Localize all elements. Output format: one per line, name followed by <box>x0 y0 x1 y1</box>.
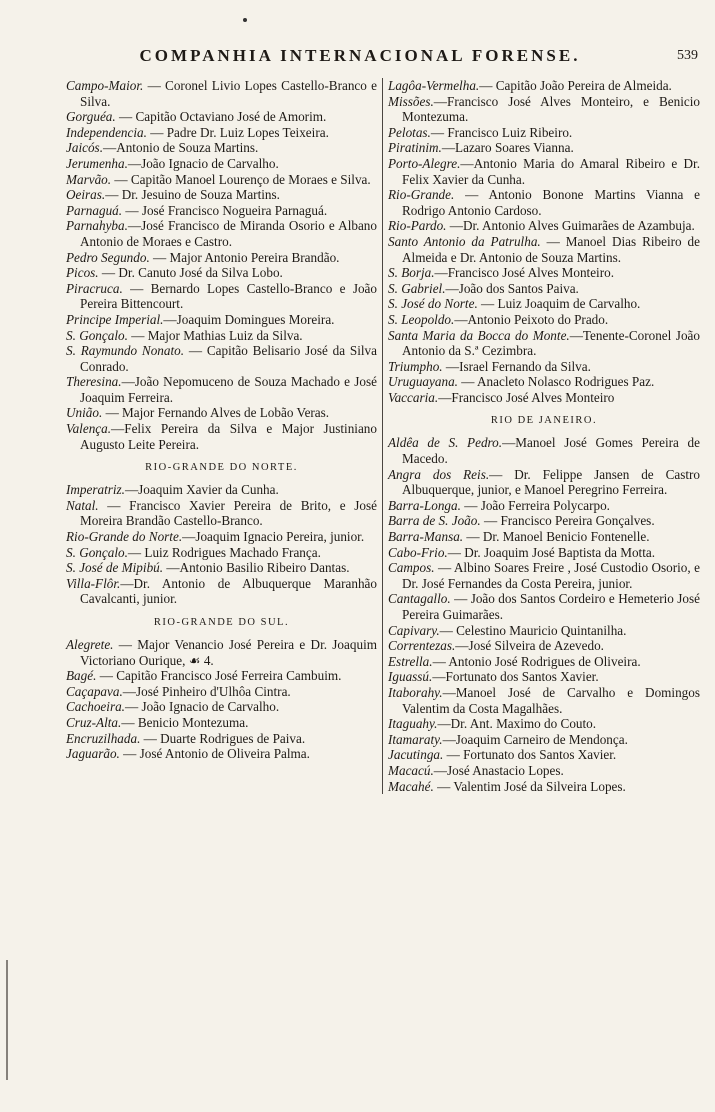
directory-entry <box>66 746 377 762</box>
place-name: Imperatriz. <box>66 482 125 498</box>
correspondent-names: —Dr. Antonio de Albuquerque Maranhão Cavalcanti, junior. <box>80 575 377 607</box>
place-name: Jaguarão. <box>66 746 120 762</box>
directory-columns <box>64 78 704 794</box>
place-name: Triumpho. <box>388 358 443 374</box>
place-name: Estrella. <box>388 653 433 669</box>
place-name: Pedro Segundo. <box>66 249 150 265</box>
directory-entry <box>388 669 700 685</box>
correspondent-names: — Capitão Francisco José Ferreira Cambuim. <box>96 668 342 684</box>
correspondent-names: —Joaquim Xavier da Cunha. <box>124 482 279 498</box>
place-name: Parnahyba. <box>66 218 128 234</box>
directory-entry <box>388 296 700 312</box>
correspondent-names: — Manoel Dias Ribeiro de Almeida e Dr. Antonio de Souza Martins. <box>402 233 700 265</box>
correspondent-names: —Felix Pereira da Silva e Major Justiniano Augusto Leite Pereira. <box>80 421 377 452</box>
correspondent-names: — Francisco Pereira Gonçalves. <box>480 513 655 529</box>
directory-entry <box>66 218 377 249</box>
directory-entry <box>66 312 377 328</box>
directory-entry <box>66 560 377 576</box>
place-name: Jacutinga. <box>388 747 444 763</box>
directory-entry <box>388 359 700 375</box>
place-name: Gorguéa. <box>66 109 116 125</box>
correspondent-names: —Antonio Basilio Ribeiro Dantas. <box>163 560 350 576</box>
place-name: Jaicós. <box>66 140 103 156</box>
directory-entry <box>388 529 700 545</box>
correspondent-names: — Capitão Belisario José da Silva Conrado. <box>80 343 377 374</box>
directory-entry <box>388 312 700 328</box>
place-name: Barra-Longa. <box>388 497 461 513</box>
correspondent-names: —José Silveira de Azevedo. <box>455 638 604 654</box>
correspondent-names: — Capitão João Pereira de Almeida. <box>479 78 672 93</box>
place-name: Correntezas. <box>388 638 456 654</box>
correspondent-names: —Francisco José Alves Monteiro. <box>434 265 615 281</box>
correspondent-names: —João Ignacio de Carvalho. <box>127 155 279 171</box>
directory-entry <box>388 560 700 591</box>
directory-entry <box>66 250 377 266</box>
directory-entry <box>388 545 700 561</box>
directory-entry <box>66 545 377 561</box>
correspondent-names: —João Nepomuceno de Souza Machado e José Joaquim Ferreira. <box>80 374 377 405</box>
correspondent-names: — Padre Dr. Luiz Lopes Teixeira. <box>146 124 329 140</box>
directory-entry <box>388 685 700 716</box>
correspondent-names: —Manoel José Gomes Pereira de Macedo. <box>402 435 700 467</box>
directory-entry <box>388 623 700 639</box>
correspondent-names: — Antonio José Rodrigues de Oliveira. <box>432 653 641 669</box>
place-name: Rio-Grande do Norte. <box>66 529 183 545</box>
correspondent-names: —José Pinheiro d'Ulhôa Cintra. <box>122 683 291 699</box>
directory-entry <box>66 576 377 607</box>
correspondent-names: —Fortunato dos Santos Xavier. <box>432 669 599 685</box>
correspondent-names: —Dr. Antonio Alves Guimarães de Azambuja. <box>446 218 695 234</box>
place-name: Barra-Mansa. <box>388 529 464 545</box>
directory-entry <box>66 343 377 374</box>
place-name: Villa-Flôr. <box>66 575 121 591</box>
correspondent-names: — Celestino Mauricio Quintanilha. <box>439 622 627 638</box>
directory-entry <box>66 172 377 188</box>
directory-entry <box>66 498 377 529</box>
correspondent-names: —José Anastacio Lopes. <box>433 762 564 778</box>
place-name: Santo Antonio da Patrulha. <box>388 233 541 249</box>
place-name: Barra de S. João. <box>388 513 481 529</box>
correspondent-names: — Luiz Rodrigues Machado França. <box>127 544 321 560</box>
directory-entry <box>66 140 377 156</box>
place-name: Marvão. <box>66 171 112 187</box>
directory-entry <box>66 684 377 700</box>
directory-entry <box>388 779 700 795</box>
directory-entry <box>388 78 700 94</box>
correspondent-names: — Dr. Jesuino de Souza Martins. <box>105 187 280 203</box>
correspondent-names: —Antonio de Souza Martins. <box>103 140 259 156</box>
place-name: S. Gonçalo. <box>66 327 128 343</box>
correspondent-names: — Bernardo Lopes Castello-Branco e João Pereira Bittencourt. <box>80 280 377 312</box>
directory-entry <box>66 265 377 281</box>
directory-entry <box>388 94 700 125</box>
directory-entry <box>66 668 377 684</box>
correspondent-names: — Luiz Joaquim de Carvalho. <box>477 296 641 312</box>
directory-entry <box>388 716 700 732</box>
correspondent-names: — Antonio Bonone Martins Vianna e Rodrigo Antonio Cardoso. <box>402 187 700 218</box>
place-name: Cantagallo. <box>388 591 451 607</box>
place-name: S. Gabriel. <box>388 280 446 296</box>
correspondent-names: — Major Mathias Luiz da Silva. <box>127 327 303 343</box>
directory-entry <box>388 591 700 622</box>
directory-entry <box>388 747 700 763</box>
correspondent-names: — Major Fernando Alves de Lobão Veras. <box>102 405 330 421</box>
place-name: S. Raymundo Nonato. <box>66 343 185 359</box>
place-name: Piracruca. <box>66 280 123 296</box>
place-name: Principe Imperial. <box>66 311 164 327</box>
directory-entry <box>66 187 377 203</box>
place-name: Cabo-Frio. <box>388 544 448 560</box>
page-header <box>60 46 700 72</box>
place-name: Itaguahy. <box>388 716 438 732</box>
place-name: S. Leopoldo. <box>388 311 455 327</box>
place-name: S. Borja. <box>388 265 435 281</box>
place-name: Campo-Maior. <box>66 78 144 93</box>
correspondent-names: —Tenente-Coronel João Antonio da S.ª Cezimbra. <box>402 327 700 359</box>
correspondent-names: —Lazaro Soares Vianna. <box>441 140 574 156</box>
correspondent-names: — Dr. Joaquim José Baptista da Motta. <box>447 544 656 560</box>
place-name: S. Gonçalo. <box>66 544 128 560</box>
place-name: Rio-Grande. <box>388 187 455 203</box>
correspondent-names: — Anacleto Nolasco Rodrigues Paz. <box>457 374 655 390</box>
correspondent-names: — Benicio Montezuma. <box>121 714 249 730</box>
directory-entry <box>66 374 377 405</box>
correspondent-names: — Francisco Xavier Pereira de Brito, e José Moreira Brandão Castello-Branco. <box>80 497 377 529</box>
directory-entry <box>66 405 377 421</box>
place-name: Angra dos Reis. <box>388 466 490 482</box>
place-name: Picos. <box>66 265 99 281</box>
place-name: Macacú. <box>388 762 434 778</box>
directory-entry <box>388 156 700 187</box>
directory-entry <box>388 140 700 156</box>
directory-entry <box>66 529 377 545</box>
correspondent-names: —Antonio Peixoto do Prado. <box>454 311 609 327</box>
correspondent-names: — João dos Santos Cordeiro e Hemeterio José Pereira Guimarães. <box>402 591 700 622</box>
correspondent-names: — Duarte Rodrigues de Paiva. <box>140 730 306 746</box>
place-name: Caçapava. <box>66 683 123 699</box>
place-name: Pelotas. <box>388 124 431 140</box>
directory-entry <box>388 125 700 141</box>
place-name: Valença. <box>66 421 112 437</box>
place-name: Cruz-Alta. <box>66 714 122 730</box>
place-name: Santa Maria da Bocca do Monte. <box>388 327 570 343</box>
place-name: Rio-Pardo. <box>388 218 447 234</box>
correspondent-names: — Capitão Manoel Lourenço de Moraes e Silva. <box>111 171 371 187</box>
place-name: S. José de Mipibú. <box>66 560 164 576</box>
place-name: Jerumenha. <box>66 155 128 171</box>
place-name: Campos. <box>388 560 435 576</box>
directory-entry <box>388 187 700 218</box>
place-name: Capivary. <box>388 622 440 638</box>
place-name: Natal. <box>66 497 99 513</box>
directory-entry <box>388 763 700 779</box>
correspondent-names: — Albino Soares Freire , José Custodio Osorio, e Dr. José Fernandes da Costa Pereira, junior. <box>402 560 700 591</box>
correspondent-names: — Major Venancio José Pereira e Dr. Joaquim Victoriano Ourique, ☙ 4. <box>80 637 377 668</box>
section-heading: RIO-GRANDE DO NORTE. <box>145 462 298 474</box>
place-name: União. <box>66 405 103 421</box>
place-name: Encruzilhada. <box>66 730 141 746</box>
place-name: Theresina. <box>66 374 122 390</box>
directory-entry <box>66 731 377 747</box>
margin-mark <box>6 960 8 1080</box>
place-name: Alegrete. <box>66 637 114 652</box>
place-name: Parnaguá. <box>66 202 123 218</box>
place-name: Itaborahy. <box>388 684 443 700</box>
place-name: Oeiras. <box>66 187 106 203</box>
place-name: Vaccaria. <box>388 389 439 405</box>
section-heading: RIO-GRANDE DO SUL. <box>153 617 290 628</box>
directory-entry <box>388 281 700 297</box>
correspondent-names: — Dr. Felippe Jansen de Castro Albuquerque, junior, e Manoel Peregrino Ferreira. <box>402 466 701 498</box>
correspondent-names: — Valentim José da Silveira Lopes. <box>433 778 626 794</box>
directory-entry <box>66 125 377 141</box>
directory-entry <box>388 732 700 748</box>
left-column <box>64 78 383 794</box>
place-name: Cachoeira. <box>66 699 125 715</box>
correspondent-names: — José Francisco Nogueira Parnaguá. <box>122 202 328 218</box>
place-name: Aldêa de S. Pedro. <box>388 435 503 451</box>
place-name: Iguassú. <box>388 669 433 685</box>
directory-entry <box>388 234 700 265</box>
directory-entry <box>66 281 377 312</box>
correspondent-names: —Manoel José de Carvalho e Domingos Valentim da Costa Magalhães. <box>402 684 700 716</box>
directory-entry <box>388 328 700 359</box>
correspondent-names: — Capitão Octaviano José de Amorim. <box>115 109 327 125</box>
correspondent-names: —Antonio Maria do Amaral Ribeiro e Dr. Felix Xavier da Cunha. <box>402 155 700 187</box>
directory-entry <box>388 265 700 281</box>
directory-entry <box>66 109 377 125</box>
directory-entry <box>66 156 377 172</box>
place-name: Macahé. <box>388 778 434 794</box>
place-name: Lagôa-Vermelha. <box>388 78 480 93</box>
correspondent-names: —José Francisco de Miranda Osorio e Albano Antonio de Moraes e Castro. <box>80 218 377 249</box>
correspondent-names: — José Antonio de Oliveira Palma. <box>119 746 310 762</box>
directory-entry <box>66 203 377 219</box>
directory-entry <box>388 218 700 234</box>
place-name: Independencia. <box>66 124 147 140</box>
running-title: COMPANHIA INTERNACIONAL FORENSE. <box>139 46 581 65</box>
correspondent-names: — João Ferreira Polycarpo. <box>460 497 610 513</box>
correspondent-names: —Francisco José Alves Monteiro <box>438 389 615 405</box>
directory-entry <box>388 467 700 498</box>
correspondent-names: — Dr. Canuto José da Silva Lobo. <box>98 265 283 281</box>
directory-entry <box>66 699 377 715</box>
directory-entry <box>66 637 377 668</box>
directory-entry <box>66 328 377 344</box>
correspondent-names: —Joaquim Carneiro de Mendonça. <box>442 731 628 747</box>
correspondent-names: —Joaquim Domingues Moreira. <box>163 311 335 327</box>
correspondent-names: —Dr. Ant. Maximo do Couto. <box>437 716 597 732</box>
place-name: Piratinim. <box>388 140 442 156</box>
directory-entry <box>388 435 700 466</box>
directory-entry <box>66 482 377 498</box>
correspondent-names: —João dos Santos Paiva. <box>445 280 579 296</box>
correspondent-names: — Coronel Livio Lopes Castello-Branco e Silva. <box>80 78 377 109</box>
ornament-dot <box>243 18 247 22</box>
correspondent-names: — Francisco Luiz Ribeiro. <box>430 124 573 140</box>
correspondent-names: —Israel Fernando da Silva. <box>442 358 591 374</box>
directory-entry <box>66 421 377 452</box>
correspondent-names: — Major Antonio Pereira Brandão. <box>149 249 340 265</box>
place-name: Porto-Alegre. <box>388 155 461 171</box>
directory-entry <box>388 513 700 529</box>
correspondent-names: —Joaquim Ignacio Pereira, junior. <box>182 529 365 545</box>
directory-entry <box>388 374 700 390</box>
section-heading: RIO DE JANEIRO. <box>490 415 598 427</box>
directory-entry <box>66 715 377 731</box>
place-name: Itamaraty. <box>388 731 443 747</box>
correspondent-names: — Fortunato dos Santos Xavier. <box>443 747 617 763</box>
place-name: S. José do Norte. <box>388 296 478 312</box>
place-name: Uruguayana. <box>388 374 458 390</box>
place-name: Missões. <box>388 93 434 109</box>
correspondent-names: —Francisco José Alves Monteiro, e Benicio Montezuma. <box>402 93 700 125</box>
directory-entry <box>388 498 700 514</box>
directory-entry <box>388 654 700 670</box>
correspondent-names: — João Ignacio de Carvalho. <box>124 699 280 715</box>
page-number: 539 <box>677 48 698 63</box>
correspondent-names: — Dr. Manoel Benicio Fontenelle. <box>463 529 650 545</box>
place-name: Bagé. <box>66 668 97 684</box>
right-column <box>383 78 702 794</box>
directory-entry <box>66 78 377 109</box>
directory-entry <box>388 638 700 654</box>
directory-entry <box>388 390 700 406</box>
